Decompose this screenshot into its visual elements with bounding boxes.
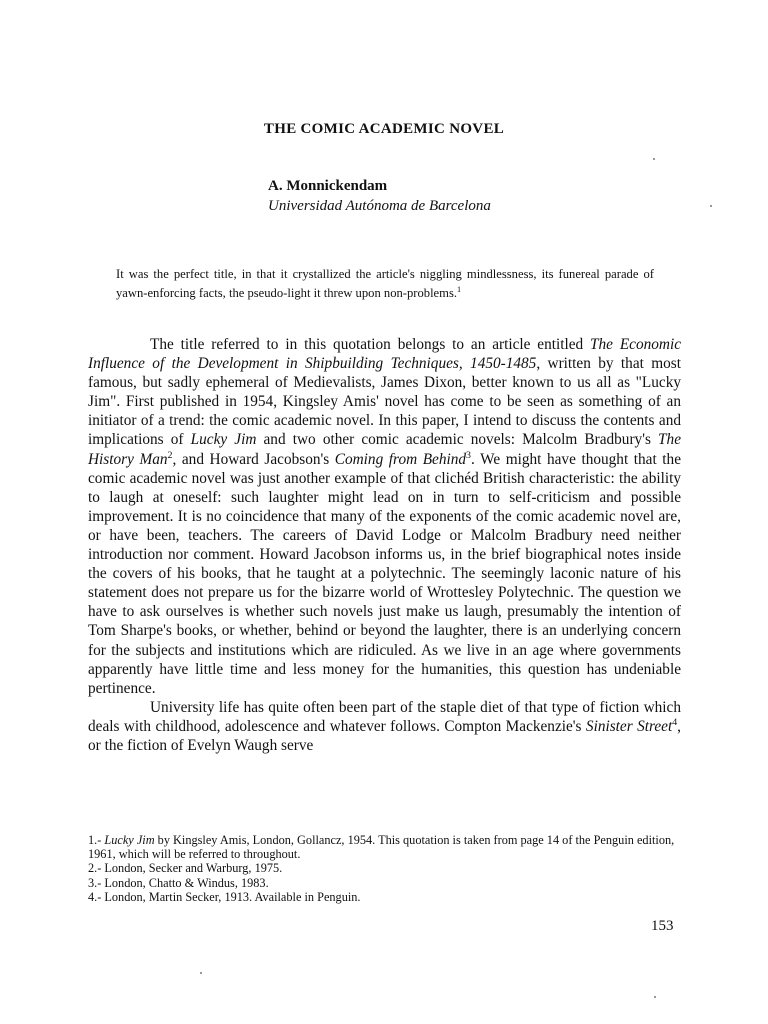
text-run: , and Howard Jacobson's (172, 450, 335, 468)
scan-speck (653, 158, 655, 160)
text-run: The title referred to in this quotation belongs to an article entitled (150, 336, 591, 353)
footnote-text: by Kingsley Amis, London, Gollancz, 1954. This quotation is taken from page 14 of the Penguin edition, 1961, which will be referred to throughout. (88, 833, 675, 862)
footnotes (88, 833, 681, 904)
text-run: and two other comic academic novels: Malcolm Bradbury's (256, 431, 659, 449)
footnote-4: 4.- London, Martin Secker, 1913. Available in Penguin. (88, 889, 361, 904)
paragraph-1 (88, 335, 681, 698)
italic-title: Lucky Jim (190, 431, 257, 449)
text-run: . We might have thought that the comic academic novel was just another example of that clichéd British characteristic: the ability to laugh at oneself: such laughter might lead on in turn to self-criticism and possible improvement. It is no coincidence that many of the exponents of the comic academic novel are, or have been, teachers. The careers of David Lodge or Malcolm Bradbury need neither introduction nor comment. Howard Jacobson informs us, in the brief biographical notes inside the covers of his books, that he taught at a polytechnic. The seemingly laconic nature of his statement does not prepare us for the bizarre world of Wrottesley Polytechnic. The question we have to ask ourselves is whether such novels just make us laugh, presumably the intention of Tom Sharpe's books, or whether, behind or beyond the laughter, there is an underlying concern for the subjects and institutions which are ridiculed. As we live in an age where governments apparently have little time and less money for the humanities, this question has undeniable pertinence. (88, 450, 681, 697)
footnote-ref-3: 3 (466, 449, 472, 461)
author-name: A. Monnickendam (268, 178, 388, 194)
italic-title: Sinister Street (585, 717, 673, 735)
body-text (88, 335, 681, 755)
text-run: , written by that most famous, but sadly ephemeral of Medievalists, James Dixon, better known to us all as "Lucky Jim". First published in 1954, Kingsley Amis' novel has come to be seen as something of an initiator of a trend: the comic academic novel. In this paper, I intend to discuss the contents and implications of (88, 355, 681, 449)
author-affiliation: Universidad Autónoma de Barcelona (268, 198, 491, 214)
text-run: University life has quite often been part of the staple diet of that type of fiction which deals with childhood, adolescence and whatever follows. Compton Mackenzie's (88, 698, 681, 735)
italic-title: Coming from Behind (334, 450, 467, 468)
epigraph (116, 265, 654, 303)
scan-speck (710, 205, 712, 207)
author-block (268, 176, 491, 216)
italic-title: The Economic Influence of the Development in Shipbuilding Techniques, 1450-1485 (88, 336, 682, 373)
footnote-italic: Lucky Jim (104, 833, 155, 847)
scan-speck (200, 972, 202, 974)
footnote-1 (88, 833, 681, 861)
text-run: , or the fiction of Evelyn Waugh serve (88, 717, 681, 754)
footnote-number: 1.- (88, 833, 105, 847)
article-title: THE COMIC ACADEMIC NOVEL (263, 121, 505, 137)
footnote-ref-4: 4 (672, 716, 678, 728)
footnote-ref-2: 2 (167, 449, 173, 461)
footnote-3: 3.- London, Chatto & Windus, 1983. (88, 875, 269, 890)
footnote-2: 2.- London, Secker and Warburg, 1975. (88, 861, 283, 876)
scan-speck (654, 996, 656, 998)
italic-title: The History Man (88, 431, 681, 468)
footnote-ref-1: 1 (457, 284, 462, 294)
epigraph-text: It was the perfect title, in that it crystallized the article's niggling mindlessness, its funereal parade of yawn-enforcing facts, the pseudo-light it threw upon non-problems. (116, 267, 654, 300)
page-number: 153 (651, 918, 674, 934)
paragraph-2 (88, 698, 681, 755)
